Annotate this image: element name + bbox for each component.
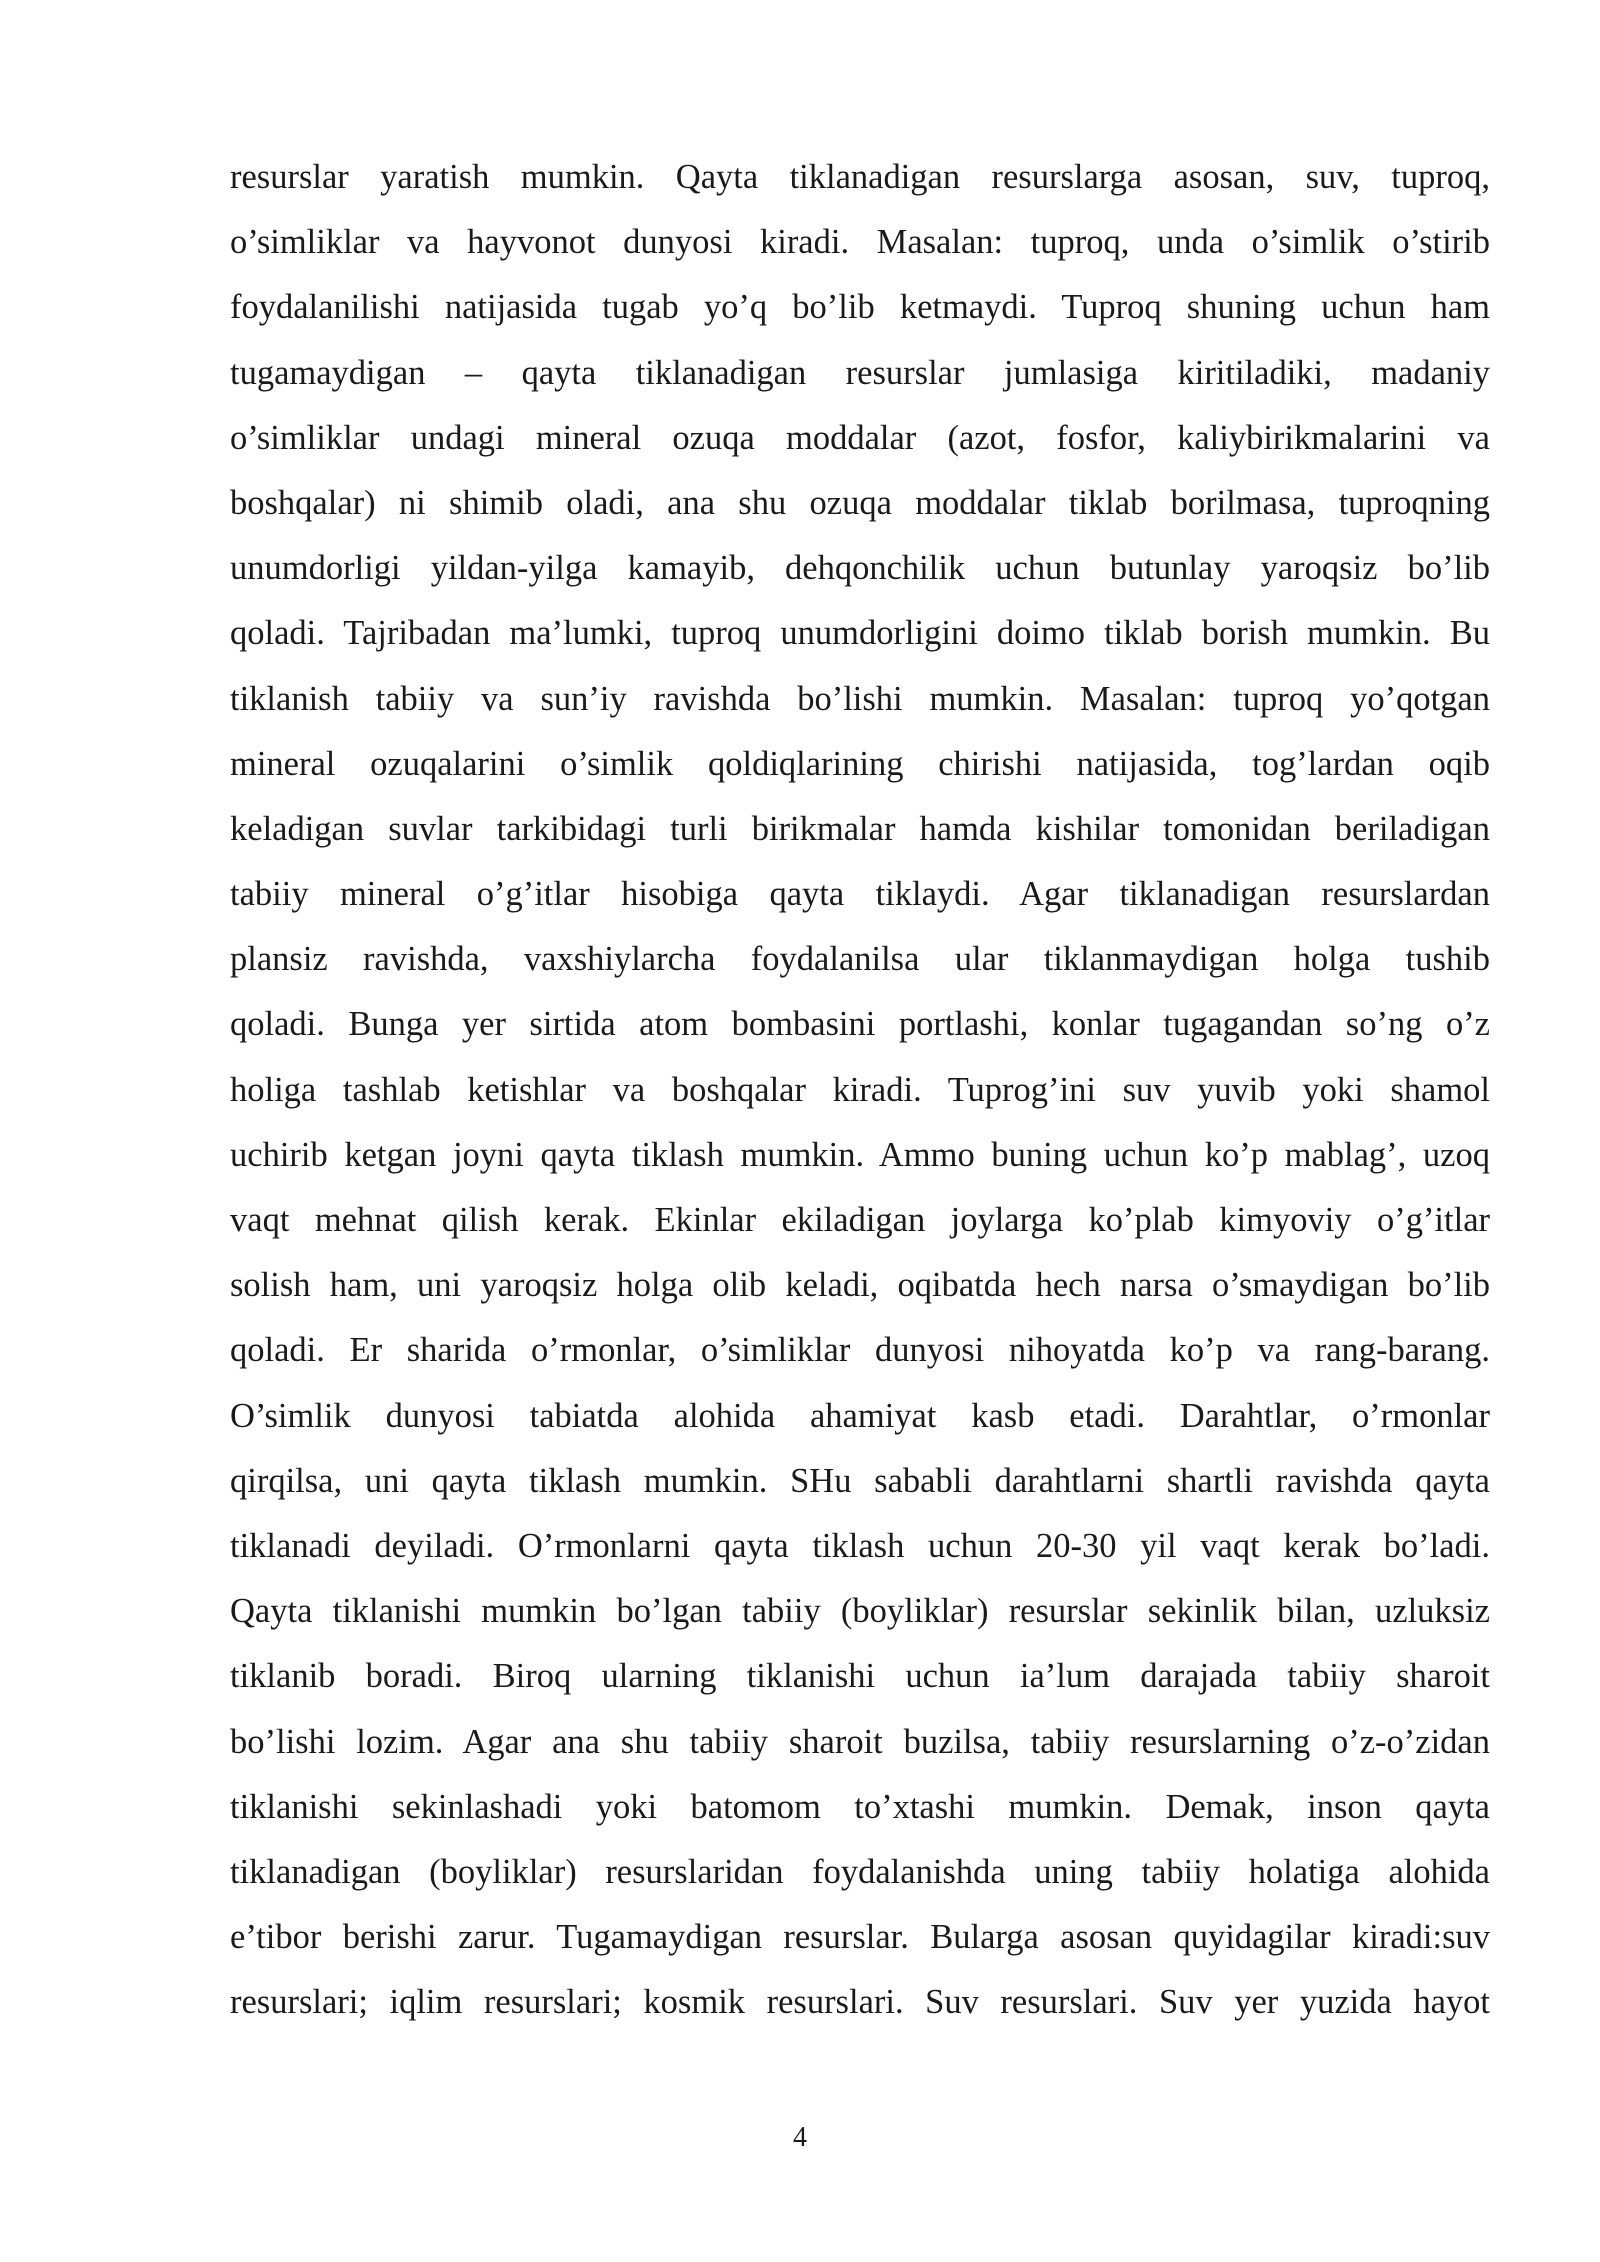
body-text	[230, 145, 1490, 2035]
text-line: tabiiy mineral o’g’itlar hisobiga qayta tiklaydi. Agar tiklanadigan resurslardan	[230, 875, 1490, 914]
text-line: foydalanilishi natijasida tugab yo’q bo’lib ketmaydi. Tuproq shuning uchun ham	[230, 288, 1490, 327]
text-line: o’simliklar undagi mineral ozuqa moddalar (azot, fosfor, kaliybirikmalarini va	[230, 418, 1490, 457]
text-line: tiklanib boradi. Biroq ularning tiklanishi uchun ia’lum darajada tabiiy sharoit	[230, 1657, 1490, 1696]
text-line: e’tibor berishi zarur. Tugamaydigan resurslar. Bularga asosan quyidagilar kiradi:suv	[230, 1918, 1490, 1957]
text-line: resurslar yaratish mumkin. Qayta tiklanadigan resurslarga asosan, suv, tuproq,	[230, 158, 1490, 196]
text-line: o’simliklar va hayvonot dunyosi kiradi. Masalan: tuproq, unda o’simlik o’stirib	[230, 223, 1490, 262]
text-line: vaqt mehnat qilish kerak. Ekinlar ekiladigan joylarga ko’plab kimyoviy o’g’itlar	[230, 1201, 1490, 1239]
text-line: holiga tashlab ketishlar va boshqalar kiradi. Tuprog’ini suv yuvib yoki shamol	[230, 1070, 1490, 1109]
text-line: tugamaydigan – qayta tiklanadigan resurslar jumlasiga kiritiladiki, madaniy	[230, 353, 1490, 392]
text-line: solish ham, uni yaroqsiz holga olib keladi, oqibatda hech narsa o’smaydigan bo’lib	[230, 1266, 1490, 1305]
text-line: plansiz ravishda, vaxshiylarcha foydalanilsa ular tiklanmaydigan holga tushib	[230, 940, 1490, 979]
text-line: qirqilsa, uni qayta tiklash mumkin. SHu sababli darahtlarni shartli ravishda qayta	[230, 1461, 1490, 1500]
text-line: tiklanishi sekinlashadi yoki batomom to’xtashi mumkin. Demak, inson qayta	[230, 1787, 1490, 1826]
text-line: tiklanadi deyiladi. O’rmonlarni qayta tiklash uchun 20-30 yil vaqt kerak bo’ladi.	[230, 1526, 1490, 1565]
text-line: keladigan suvlar tarkibidagi turli birikmalar hamda kishilar tomonidan beriladigan	[230, 809, 1490, 848]
text-line: Qayta tiklanishi mumkin bo’lgan tabiiy (boyliklar) resurslar sekinlik bilan, uzluksiz	[230, 1592, 1490, 1631]
text-line: unumdorligi yildan-yilga kamayib, dehqonchilik uchun butunlay yaroqsiz bo’lib	[230, 549, 1490, 588]
text-line: qoladi. Bunga yer sirtida atom bombasini portlashi, konlar tugagandan so’ng o’z	[230, 1005, 1490, 1044]
text-line: resurslari; iqlim resurslari; kosmik resurslari. Suv resurslari. Suv yer yuzida hayot	[230, 1983, 1490, 2022]
text-line: qoladi. Er sharida o’rmonlar, o’simliklar dunyosi nihoyatda ko’p va rang-barang.	[230, 1331, 1490, 1370]
text-line: bo’lishi lozim. Agar ana shu tabiiy sharoit buzilsa, tabiiy resurslarning o’z-o’zidan	[230, 1722, 1490, 1761]
text-line: O’simlik dunyosi tabiatda alohida ahamiyat kasb etadi. Darahtlar, o’rmonlar	[230, 1396, 1490, 1435]
page-number: 4	[793, 2122, 807, 2153]
text-line: mineral ozuqalarini o’simlik qoldiqlarining chirishi natijasida, tog’lardan oqib	[230, 744, 1490, 783]
text-line: uchirib ketgan joyni qayta tiklash mumkin. Ammo buning uchun ko’p mablag’, uzoq	[230, 1135, 1490, 1174]
text-line: tiklanadigan (boyliklar) resurslaridan foydalanishda uning tabiiy holatiga alohida	[230, 1852, 1490, 1891]
text-line: boshqalar) ni shimib oladi, ana shu ozuqa moddalar tiklab borilmasa, tuproqning	[230, 483, 1490, 522]
text-line: tiklanish tabiiy va sun’iy ravishda bo’lishi mumkin. Masalan: tuproq yo’qotgan	[230, 679, 1490, 718]
text-line: qoladi. Tajribadan ma’lumki, tuproq unumdorligini doimo tiklab borish mumkin. Bu	[230, 614, 1490, 653]
